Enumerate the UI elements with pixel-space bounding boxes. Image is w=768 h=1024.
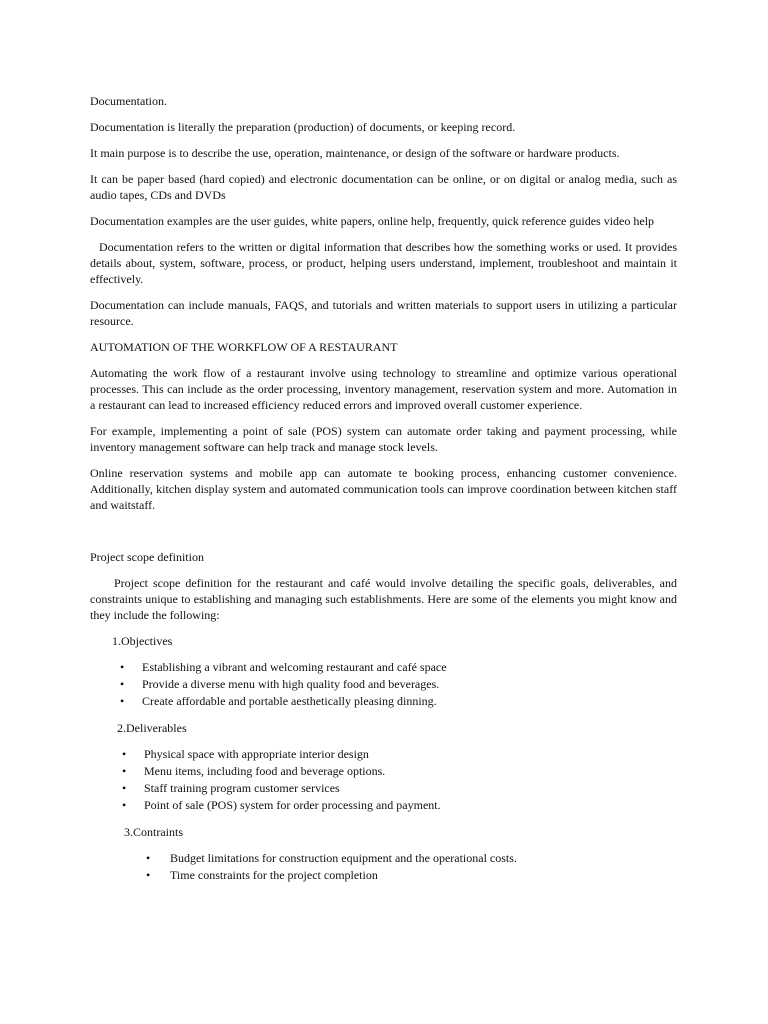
constraints-title: 3.Contraints (124, 825, 183, 839)
automation-heading: AUTOMATION OF THE WORKFLOW OF A RESTAURANT (90, 340, 398, 354)
objectives-title: 1.Objectives (112, 634, 173, 648)
bullet-icon: • (122, 798, 127, 812)
bullet-icon: • (120, 694, 125, 708)
documentation-paragraph-2: It main purpose is to describe the use, operation, maintenance, or design of the software or hardware products. (90, 146, 620, 160)
list-item: • Create affordable and portable aesthetically pleasing dinning. (120, 694, 437, 708)
bullet-icon: • (146, 868, 151, 882)
list-item: • Establishing a vibrant and welcoming restaurant and café space (120, 660, 447, 674)
bullet-icon: • (120, 677, 125, 691)
list-item: • Physical space with appropriate interior design (122, 747, 369, 761)
automation-paragraph-3: Online reservation systems and mobile app can automate te booking process, enhancing customer convenience. Additionally, kitchen display system and automated communication tools can improve coordination between kitchen staff and waitstaff. (90, 466, 677, 512)
documentation-paragraph-4: Documentation examples are the user guides, white papers, online help, frequently, quick reference guides video help (90, 214, 655, 228)
documentation-heading: Documentation. (90, 94, 167, 108)
automation-paragraph-2: For example, implementing a point of sale (POS) system can automate order taking and payment processing, while inventory management software can help track and manage stock levels. (90, 424, 677, 454)
list-item: • Menu items, including food and beverage options. (122, 764, 386, 778)
bullet-icon: • (122, 781, 127, 795)
objectives-list (90, 659, 677, 710)
list-item: • Budget limitations for construction equipment and the operational costs. (146, 851, 517, 865)
documentation-paragraph-3: It can be paper based (hard copied) and electronic documentation can be online, or on digital or analog media, such as audio tapes, CDs and DVDs (90, 172, 677, 202)
documentation-paragraph-1: Documentation is literally the preparation (production) of documents, or keeping record. (90, 120, 516, 134)
document-body (90, 93, 677, 894)
bullet-icon: • (122, 764, 127, 778)
list-item: • Time constraints for the project completion (146, 868, 378, 882)
list-item: • Staff training program customer services (122, 781, 340, 795)
constraints-list (90, 850, 677, 884)
bullet-icon: • (120, 660, 125, 674)
scope-heading: Project scope definition (90, 550, 204, 564)
deliverables-title: 2.Deliverables (117, 721, 187, 735)
bullet-icon: • (146, 851, 151, 865)
scope-intro: Project scope definition for the restaurant and café would involve detailing the specific goals, deliverables, and constraints unique to establishing and managing such establishments. Here are some of the elements you might know and they include the following: (90, 576, 677, 622)
deliverables-list (90, 746, 677, 814)
list-item: • Provide a diverse menu with high quality food and beverages. (120, 677, 440, 691)
documentation-paragraph-5: Documentation refers to the written or digital information that describes how the something works or used. It provides details about, system, software, process, or product, helping users understand, implement, troubleshoot and maintain it effectively. (90, 240, 677, 286)
list-item: • Point of sale (POS) system for order processing and payment. (122, 798, 441, 812)
automation-paragraph-1: Automating the work flow of a restaurant involve using technology to streamline and optimize various operational processes. This can include as the order processing, inventory management, reservation system and more. Automation in a restaurant can lead to increased efficiency reduced errors and improved overall customer experience. (90, 366, 677, 412)
documentation-paragraph-6: Documentation can include manuals, FAQS, and tutorials and written materials to support users in utilizing a particular resource. (90, 298, 677, 328)
bullet-icon: • (122, 747, 127, 761)
